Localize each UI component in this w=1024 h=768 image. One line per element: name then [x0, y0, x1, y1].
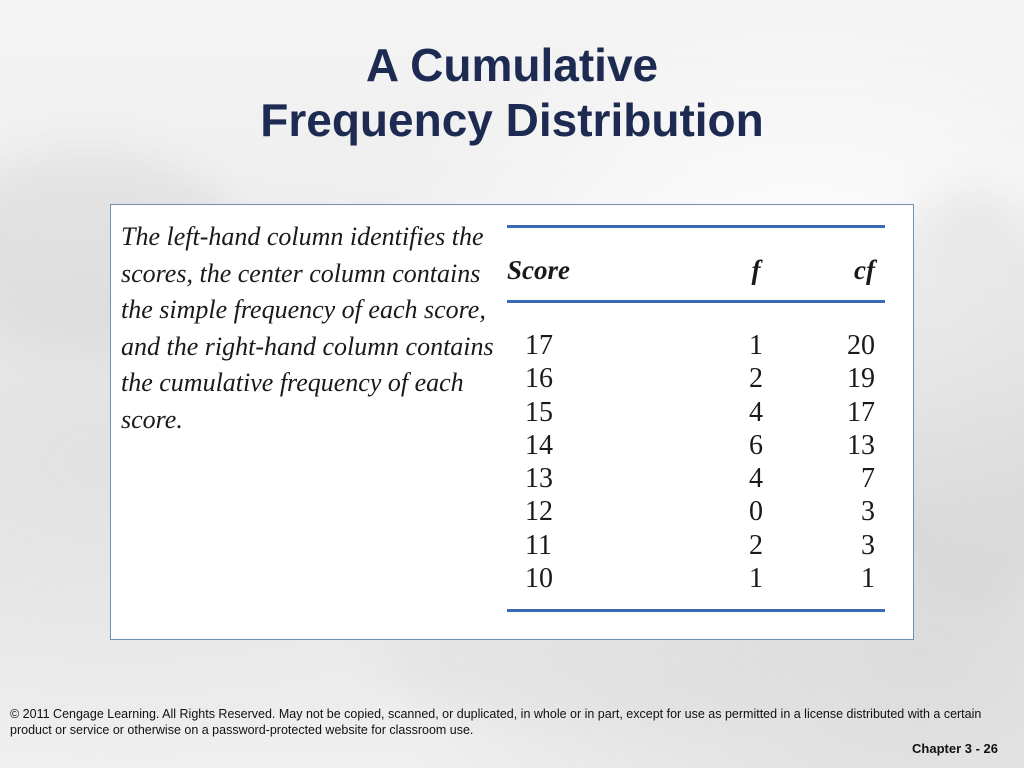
table-body: [111, 329, 915, 595]
table-header-rule: [507, 300, 885, 303]
score-cell: 14: [525, 429, 553, 461]
score-cell: 12: [525, 496, 553, 528]
slide-title-line-2: Frequency Distribution: [260, 94, 764, 146]
score-cell: 17: [525, 330, 553, 361]
cumulative-frequency-cell: 1: [861, 563, 875, 595]
frequency-cell: 1: [749, 563, 763, 595]
frequency-cell: 6: [749, 429, 763, 461]
frequency-cell: 2: [749, 363, 763, 395]
frequency-cell: 4: [749, 463, 763, 495]
slide-title: [0, 38, 1024, 148]
table-row: [111, 462, 915, 495]
cumulative-frequency-cell: 3: [861, 496, 875, 528]
table-row: [111, 329, 915, 362]
copyright-notice: © 2011 Cengage Learning. All Rights Reserved. May not be copied, scanned, or duplicated, in whole or in part, except for use as permitted in a license distributed with a certain product or service or otherwise on a password-protected website for classroom use.: [10, 707, 982, 737]
table-row: [111, 529, 915, 562]
cumulative-frequency-cell: 17: [847, 396, 875, 428]
table-row: [111, 429, 915, 462]
content-panel: [110, 204, 914, 640]
table-bottom-rule: [507, 609, 885, 612]
cumulative-frequency-cell: 7: [861, 463, 875, 495]
cumulative-frequency-cell: 20: [847, 330, 875, 361]
score-cell: 11: [525, 529, 552, 561]
header-frequency: f: [751, 255, 761, 285]
header-score: Score: [507, 255, 570, 285]
frequency-cell: 0: [749, 496, 763, 528]
frequency-cell: 1: [749, 330, 763, 361]
score-cell: 16: [525, 363, 553, 395]
description-text: The left-hand column identifies the scores, the center column contains the simple frequency of each score, and the right-hand column contains the cumulative frequency of each score.: [121, 222, 494, 434]
table-row: [111, 396, 915, 429]
table-row: [111, 495, 915, 528]
table-row: [111, 362, 915, 395]
cumulative-frequency-cell: 3: [861, 529, 875, 561]
table-top-rule: [507, 225, 885, 228]
frequency-cell: 2: [749, 529, 763, 561]
score-cell: 15: [525, 396, 553, 428]
slide-title-line-1: A Cumulative: [365, 39, 659, 91]
chapter-page-number: Chapter 3 - 26: [912, 741, 998, 756]
score-cell: 13: [525, 463, 553, 495]
score-cell: 10: [525, 563, 553, 595]
table-row: [111, 562, 915, 595]
header-cumulative-frequency: cf: [854, 255, 875, 285]
cumulative-frequency-cell: 13: [847, 429, 875, 461]
cumulative-frequency-cell: 19: [847, 363, 875, 395]
frequency-cell: 4: [749, 396, 763, 428]
